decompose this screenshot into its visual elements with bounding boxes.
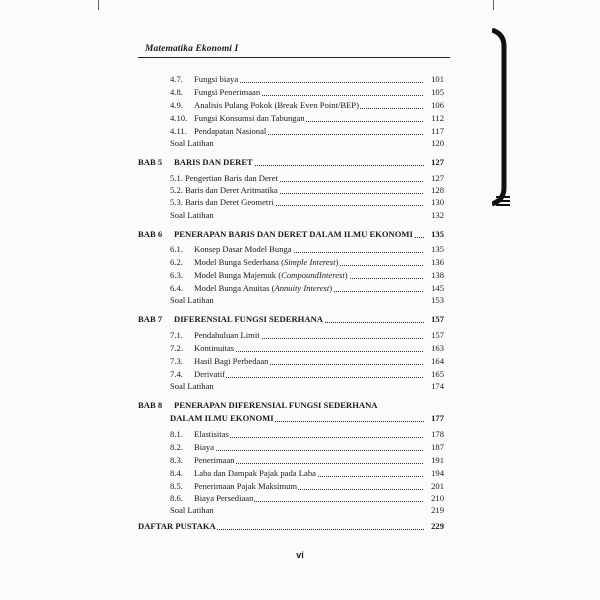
page-edge-left	[98, 0, 99, 10]
toc-entry-page: 138	[431, 270, 444, 280]
toc-soal-latihan[interactable]	[0, 294, 600, 307]
toc-entry-page: 163	[431, 343, 444, 353]
toc-entry-number: 8.3.	[170, 455, 183, 465]
toc-entry-number: 4.9.	[170, 100, 183, 110]
toc-entry[interactable]	[0, 99, 600, 112]
toc-entry-label: Laba dan Dampak Pajak pada Laba	[194, 468, 316, 478]
toc-entry-page: 130	[431, 197, 444, 207]
toc-entry-number: 8.6.	[170, 493, 183, 503]
chapter-title-line1: PENERAPAN DIFERENSIAL FUNGSI SEDERHANA	[174, 400, 378, 410]
toc-chapter-8-line2[interactable]	[0, 412, 600, 425]
chapter-code: BAB 8	[138, 400, 163, 410]
chapter-title: BARIS DAN DERET	[174, 157, 253, 167]
daftar-pustaka-label: DAFTAR PUSTAKA	[138, 521, 216, 531]
toc-entry-page: 127	[431, 173, 444, 183]
toc-entry-number: 6.2.	[170, 257, 183, 267]
chapter-page: 177	[431, 413, 444, 423]
toc-soal-latihan[interactable]	[0, 209, 600, 222]
toc-entry-page: 136	[431, 257, 444, 267]
toc-soal-latihan[interactable]	[0, 504, 600, 517]
toc-entry-label: Konsep Dasar Model Bunga	[194, 244, 292, 254]
toc-entry-label: Pendahuluan Limit	[194, 330, 260, 340]
toc-entry-label: Soal Latihan	[170, 295, 214, 305]
toc-entry-label: Kontinuitas	[194, 343, 235, 353]
chapter-code: BAB 7	[138, 314, 163, 324]
running-header-title: Matematika Ekonomi I	[145, 44, 239, 54]
toc-entry-page: 128	[431, 185, 444, 195]
toc-entry-label: Biaya	[194, 442, 215, 452]
toc-entry-number: 7.4.	[170, 369, 183, 379]
toc-chapter-5[interactable]	[0, 156, 600, 169]
toc-entry-page: 187	[431, 442, 444, 452]
toc-entry-label: Model Bunga Majemuk (CompoundInterest)	[194, 270, 348, 280]
toc-entry-number: 8.1.	[170, 429, 183, 439]
toc-entry-label: Penerimaan Pajak Maksimum	[194, 481, 298, 491]
toc-entry-page: 210	[431, 493, 444, 503]
toc-entry-number: 8.4.	[170, 468, 183, 478]
page-number: vi	[296, 550, 304, 560]
toc-entry[interactable]	[0, 112, 600, 125]
toc-entry[interactable]	[0, 428, 600, 441]
toc-entry-page: 135	[431, 244, 444, 254]
chapter-page: 135	[431, 229, 444, 239]
toc-entry-number: 6.1.	[170, 244, 183, 254]
page-edge-right	[493, 0, 494, 10]
chapter-code: BAB 6	[138, 229, 163, 239]
toc-entry-label: Pendapatan Nasional	[194, 126, 267, 136]
toc-entry-page: 194	[431, 468, 444, 478]
toc-entry-page: 164	[431, 356, 444, 366]
toc-entry-label: Hasil Bagi Perbedaan	[194, 356, 269, 366]
toc-entry-page: 120	[431, 138, 444, 148]
toc-entry-label: 5.2. Baris dan Deret Aritmatika	[170, 185, 278, 195]
toc-entry[interactable]	[0, 243, 600, 256]
chapter-code: BAB 5	[138, 157, 163, 167]
toc-entry-page: 132	[431, 210, 444, 220]
toc-entry-number: 8.5.	[170, 481, 183, 491]
toc-entry-number: 8.2.	[170, 442, 183, 452]
toc-soal-latihan[interactable]	[0, 380, 600, 393]
toc-entry[interactable]	[0, 196, 600, 209]
toc-entry-page: 145	[431, 283, 444, 293]
toc-entry[interactable]	[0, 73, 600, 86]
toc-entry-page: 112	[431, 113, 444, 123]
toc-entry[interactable]	[0, 355, 600, 368]
toc-entry-label: Soal Latihan	[170, 210, 214, 220]
toc-entry-page: 117	[431, 126, 444, 136]
toc-entry[interactable]	[0, 329, 600, 342]
toc-entry-page: 201	[431, 481, 444, 491]
toc-entry-page: 106	[431, 100, 444, 110]
toc-entry-page: 191	[431, 455, 444, 465]
chapter-page: 127	[431, 157, 444, 167]
toc-chapter-8[interactable]	[0, 399, 600, 412]
toc-entry-page: 101	[431, 74, 444, 84]
toc-entry-label: Soal Latihan	[170, 381, 214, 391]
toc-entry-number: 7.1.	[170, 330, 183, 340]
toc-soal-latihan[interactable]	[0, 137, 600, 150]
toc-chapter-6[interactable]	[0, 228, 600, 241]
toc-entry-number: 4.7.	[170, 74, 183, 84]
toc-entry-number: 4.10.	[170, 113, 188, 123]
toc-entry-page: 153	[431, 295, 444, 305]
toc-entry-label: Model Bunga Sederhana (Simple Interest)	[194, 257, 339, 267]
toc-entry-number: 6.4.	[170, 283, 183, 293]
chapter-title-line2: DALAM ILMU EKONOMI	[170, 413, 274, 423]
toc-entry-label: Model Bunga Anuitas (Annuity Interest)	[194, 283, 333, 293]
toc-entry[interactable]	[0, 86, 600, 99]
toc-entry-label: Penerimaan	[194, 455, 235, 465]
toc-entry-label: Derivatif	[194, 369, 226, 379]
toc-entry-label: Soal Latihan	[170, 505, 214, 515]
toc-entry-label: Soal Latihan	[170, 138, 214, 148]
toc-entry-label: Elastisitas	[194, 429, 229, 439]
toc-entry-page: 219	[431, 505, 444, 515]
toc-entry-page: 105	[431, 87, 444, 97]
chapter-page: 157	[431, 314, 444, 324]
toc-entry-label: Fungsi Penerimaan	[194, 87, 261, 97]
toc-entry-number: 6.3.	[170, 270, 183, 280]
toc-entry[interactable]	[0, 269, 600, 282]
toc-entry-page: 178	[431, 429, 444, 439]
toc-entry-label: 5.1. Pengertian Baris dan Deret	[170, 173, 278, 183]
toc-entry-label: Fungsi Konsumsi dan Tabungan	[194, 113, 305, 123]
toc-entry-page: 165	[431, 369, 444, 379]
toc-daftar-pustaka[interactable]	[0, 520, 600, 533]
header-rule	[138, 57, 450, 58]
toc-entry-label: 5.3. Baris dan Deret Geometri	[170, 197, 274, 207]
toc-entry-page: 157	[431, 330, 444, 340]
toc-entry-label: Biaya Persediaan	[194, 493, 254, 503]
toc-chapter-7[interactable]	[0, 313, 600, 326]
toc-entry-number: 7.3.	[170, 356, 183, 366]
toc-entry-label: Fungsi biaya	[194, 74, 239, 84]
toc-entry[interactable]	[0, 342, 600, 355]
toc-entry[interactable]	[0, 467, 600, 480]
daftar-pustaka-page: 229	[431, 521, 444, 531]
toc-entry[interactable]	[0, 441, 600, 454]
chapter-title: DIFERENSIAL FUNGSI SEDERHANA	[174, 314, 323, 324]
toc-entry-page: 174	[431, 381, 444, 391]
toc-entry-number: 4.8.	[170, 87, 183, 97]
toc-entry-number: 7.2.	[170, 343, 183, 353]
toc-entry-label: Analisis Pulang Pokok (Break Even Point/BEP)	[194, 100, 359, 110]
toc-entry[interactable]	[0, 256, 600, 269]
chapter-title: PENERAPAN BARIS DAN DERET DALAM ILMU EKONOMI	[174, 229, 413, 239]
toc-entry[interactable]	[0, 454, 600, 467]
toc-entry-number: 4.11.	[170, 126, 187, 136]
